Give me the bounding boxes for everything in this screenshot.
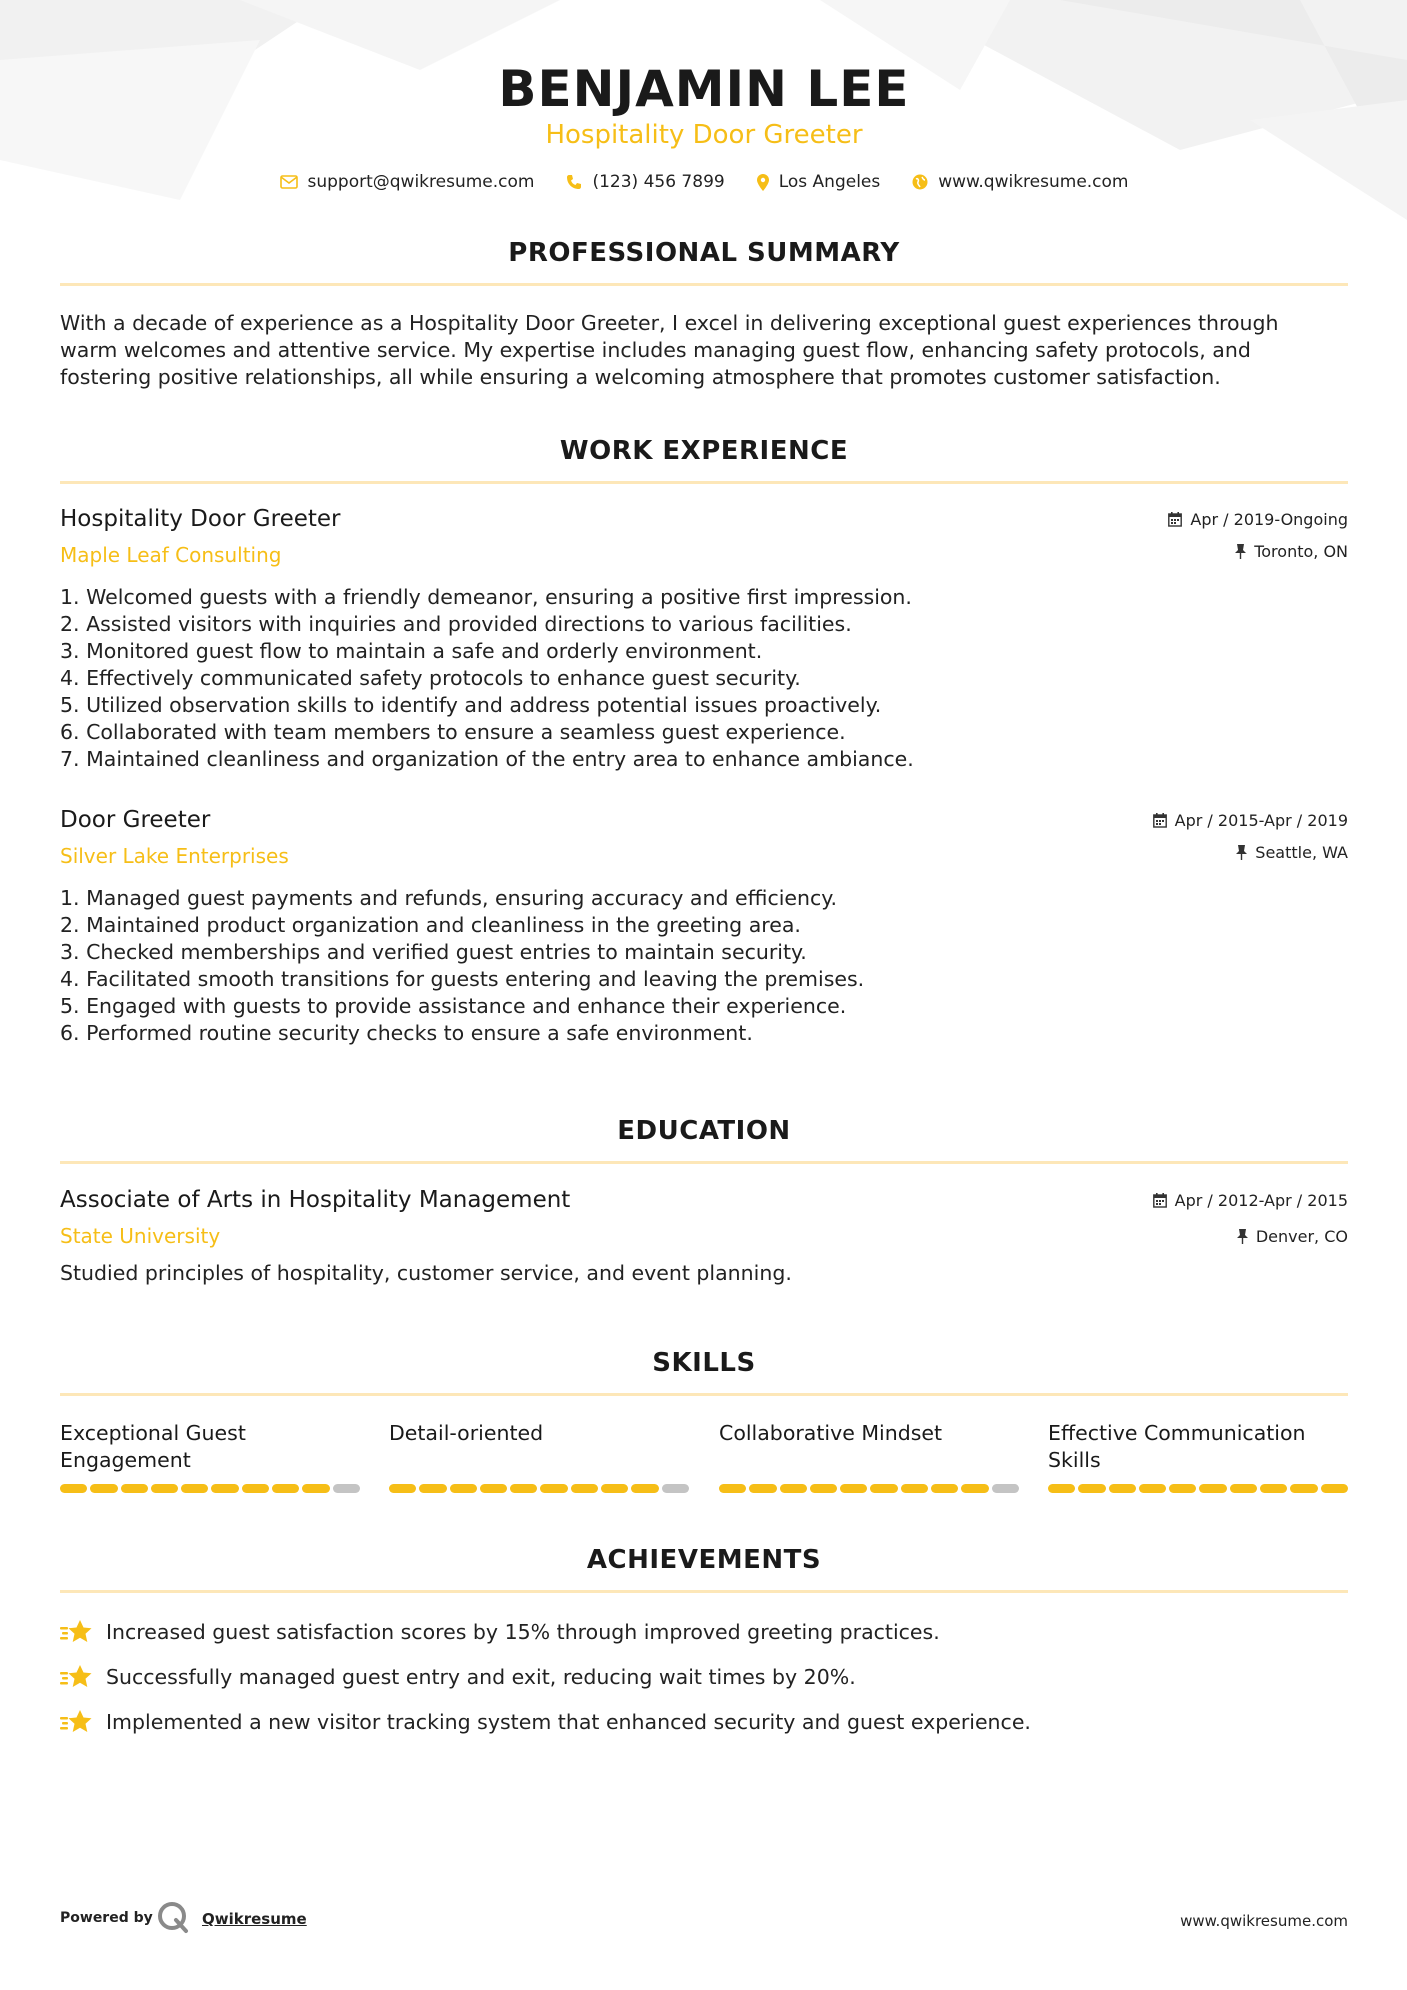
- skill-segment-filled: [601, 1484, 628, 1493]
- skill-segment-filled: [1290, 1484, 1317, 1493]
- footer-website[interactable]: www.qwikresume.com: [1180, 1912, 1348, 1930]
- location-text: Los Angeles: [778, 172, 881, 192]
- skill-segment-filled: [961, 1484, 988, 1493]
- job-location: [1235, 542, 1348, 561]
- skill-item: [1048, 1420, 1348, 1474]
- pushpin-icon: [1236, 845, 1247, 860]
- skill-segment-filled: [631, 1484, 658, 1493]
- education-description: Studied principles of hospitality, customer service, and event planning.: [60, 1261, 792, 1285]
- achievements-heading: ACHIEVEMENTS: [586, 1545, 822, 1575]
- star-icon: [60, 1663, 92, 1691]
- website-text: www.qwikresume.com: [938, 172, 1129, 192]
- skill-segment-filled: [931, 1484, 958, 1493]
- job-entry: [60, 506, 1348, 776]
- skill-segment-filled: [1260, 1484, 1287, 1493]
- list-item: 7. Maintained cleanliness and organization of the entry area to enhance ambiance.: [60, 747, 914, 771]
- skill-segment-filled: [780, 1484, 807, 1493]
- list-item: 1. Managed guest payments and refunds, ensuring accuracy and efficiency.: [60, 886, 838, 910]
- list-item: 4. Effectively communicated safety protocols to enhance guest security.: [60, 666, 801, 690]
- list-item: 5. Utilized observation skills to identify and address potential issues proactively.: [60, 693, 882, 717]
- job-company: Silver Lake Enterprises: [60, 844, 289, 868]
- job-location-text: Seattle, WA: [1255, 843, 1348, 862]
- skills-divider: [60, 1393, 1348, 1396]
- list-item: 1. Welcomed guests with a friendly demeanor, ensuring a positive first impression.: [60, 585, 912, 609]
- achievements-divider: [60, 1590, 1348, 1593]
- contact-email[interactable]: [280, 172, 535, 192]
- summary-line: fostering positive relationships, all while ensuring a welcoming atmosphere that promotes customer satisfaction.: [60, 365, 1221, 389]
- skill-segment-filled: [181, 1484, 208, 1493]
- job-company: Maple Leaf Consulting: [60, 543, 282, 567]
- skill-segment-filled: [510, 1484, 537, 1493]
- skill-segment-filled: [60, 1484, 87, 1493]
- list-item: 6. Collaborated with team members to ensure a seamless guest experience.: [60, 720, 846, 744]
- skill-segment-filled: [749, 1484, 776, 1493]
- skill-level-bar: [1048, 1484, 1348, 1493]
- skill-segment-filled: [1321, 1484, 1348, 1493]
- calendar-icon: [1153, 813, 1167, 828]
- list-item: 4. Facilitated smooth transitions for guests entering and leaving the premises.: [60, 967, 865, 991]
- school-name: State University: [60, 1224, 221, 1248]
- achievement-item: [60, 1663, 1348, 1691]
- skill-segment-filled: [389, 1484, 416, 1493]
- calendar-icon: [1168, 512, 1182, 527]
- skill-item: [60, 1420, 360, 1474]
- skill-segment-filled: [1048, 1484, 1075, 1493]
- achievement-text: Implemented a new visitor tracking system that enhanced security and guest experience.: [106, 1710, 1031, 1734]
- contact-bar: [60, 172, 1348, 192]
- skill-segment-empty: [333, 1484, 360, 1493]
- skill-segment-filled: [302, 1484, 329, 1493]
- skill-segment-filled: [480, 1484, 507, 1493]
- work-heading: WORK EXPERIENCE: [559, 436, 849, 466]
- calendar-icon: [1153, 1193, 1167, 1208]
- skill-segment-filled: [90, 1484, 117, 1493]
- job-date-text: Apr / 2019-Ongoing: [1190, 510, 1348, 529]
- education-divider: [60, 1161, 1348, 1164]
- skill-segment-filled: [1230, 1484, 1257, 1493]
- qwikresume-logo-icon[interactable]: [156, 1900, 190, 1934]
- skill-segment-empty: [662, 1484, 689, 1493]
- map-pin-icon: [757, 174, 769, 191]
- powered-by-label: Powered by: [60, 1910, 153, 1926]
- skill-segment-filled: [810, 1484, 837, 1493]
- envelope-icon: [280, 175, 298, 189]
- skill-segment-filled: [211, 1484, 238, 1493]
- job-title: Door Greeter: [60, 807, 211, 833]
- skill-segment-filled: [419, 1484, 446, 1493]
- skills-grid: [60, 1420, 1348, 1500]
- email-text: support@qwikresume.com: [307, 172, 535, 192]
- job-date-text: Apr / 2015-Apr / 2019: [1174, 811, 1348, 830]
- skill-segment-filled: [121, 1484, 148, 1493]
- pushpin-icon: [1235, 544, 1246, 559]
- list-item: 3. Monitored guest flow to maintain a safe and orderly environment.: [60, 639, 763, 663]
- work-divider: [60, 481, 1348, 484]
- skill-segment-filled: [1199, 1484, 1226, 1493]
- globe-icon: [912, 174, 928, 190]
- contact-location: [757, 172, 881, 192]
- skill-segment-filled: [151, 1484, 178, 1493]
- skill-segment-filled: [1139, 1484, 1166, 1493]
- summary-line: warm welcomes and attentive service. My expertise includes managing guest flow, enhancing safety protocols, and: [60, 338, 1251, 362]
- job-location-text: Toronto, ON: [1254, 542, 1348, 561]
- skill-segment-filled: [719, 1484, 746, 1493]
- skill-level-bar: [389, 1484, 689, 1493]
- contact-phone[interactable]: [566, 172, 724, 192]
- skill-name: Exceptional Guest Engagement: [60, 1421, 246, 1472]
- list-item: 5. Engaged with guests to provide assistance and enhance their experience.: [60, 994, 847, 1018]
- summary-heading: PROFESSIONAL SUMMARY: [508, 238, 900, 268]
- education-heading: EDUCATION: [617, 1116, 791, 1146]
- summary-divider: [60, 283, 1348, 286]
- footer: [60, 1900, 1348, 1940]
- skill-name: Effective Communication Skills: [1048, 1421, 1306, 1472]
- star-icon: [60, 1618, 92, 1646]
- skill-segment-filled: [901, 1484, 928, 1493]
- job-date: [1168, 510, 1348, 529]
- skill-segment-filled: [450, 1484, 477, 1493]
- skill-segment-filled: [870, 1484, 897, 1493]
- achievement-text: Successfully managed guest entry and exit, reducing wait times by 20%.: [106, 1665, 856, 1689]
- degree-title: Associate of Arts in Hospitality Management: [60, 1187, 571, 1213]
- skill-segment-filled: [272, 1484, 299, 1493]
- job-entry: [60, 807, 1348, 1052]
- education-entry: [60, 1187, 1348, 1297]
- summary-line: With a decade of experience as a Hospitality Door Greeter, I excel in delivering exceptional guest experiences through: [60, 311, 1279, 335]
- skill-segment-filled: [1169, 1484, 1196, 1493]
- skill-name: Detail-oriented: [389, 1421, 544, 1445]
- skill-segment-filled: [242, 1484, 269, 1493]
- pushpin-icon: [1237, 1229, 1248, 1244]
- phone-icon: [566, 174, 582, 190]
- list-item: 6. Performed routine security checks to ensure a safe environment.: [60, 1021, 753, 1045]
- skill-segment-filled: [571, 1484, 598, 1493]
- skill-item: [719, 1420, 1019, 1474]
- job-date: [1153, 811, 1348, 830]
- skill-segment-filled: [1109, 1484, 1136, 1493]
- candidate-name: BENJAMIN LEE: [498, 60, 910, 118]
- list-item: 2. Assisted visitors with inquiries and provided directions to various facilities.: [60, 612, 852, 636]
- achievement-text: Increased guest satisfaction scores by 15% through improved greeting practices.: [106, 1620, 940, 1644]
- skill-item: [389, 1420, 689, 1474]
- candidate-role: Hospitality Door Greeter: [545, 120, 863, 150]
- skills-heading: SKILLS: [652, 1348, 756, 1378]
- skill-level-bar: [60, 1484, 360, 1493]
- skill-level-bar: [719, 1484, 1019, 1493]
- list-item: 3. Checked memberships and verified guest entries to maintain security.: [60, 940, 807, 964]
- education-date: [1153, 1191, 1348, 1210]
- skill-segment-filled: [1078, 1484, 1105, 1493]
- phone-text: (123) 456 7899: [592, 172, 725, 192]
- job-title: Hospitality Door Greeter: [60, 506, 341, 532]
- skill-name: Collaborative Mindset: [719, 1421, 943, 1445]
- achievement-item: [60, 1708, 1348, 1736]
- education-location: [1237, 1227, 1348, 1246]
- summary-text: [60, 310, 1348, 391]
- list-item: 2. Maintained product organization and cleanliness in the greeting area.: [60, 913, 801, 937]
- qwikresume-link[interactable]: Qwikresume: [202, 1910, 307, 1928]
- job-bullets: [60, 885, 1160, 1047]
- job-location: [1236, 843, 1348, 862]
- education-location-text: Denver, CO: [1255, 1227, 1348, 1246]
- job-bullets: [60, 584, 1160, 773]
- skill-segment-filled: [540, 1484, 567, 1493]
- skill-segment-empty: [992, 1484, 1019, 1493]
- skill-segment-filled: [840, 1484, 867, 1493]
- star-icon: [60, 1708, 92, 1736]
- contact-website[interactable]: [912, 172, 1128, 192]
- education-date-text: Apr / 2012-Apr / 2015: [1174, 1191, 1348, 1210]
- achievement-item: [60, 1618, 1348, 1646]
